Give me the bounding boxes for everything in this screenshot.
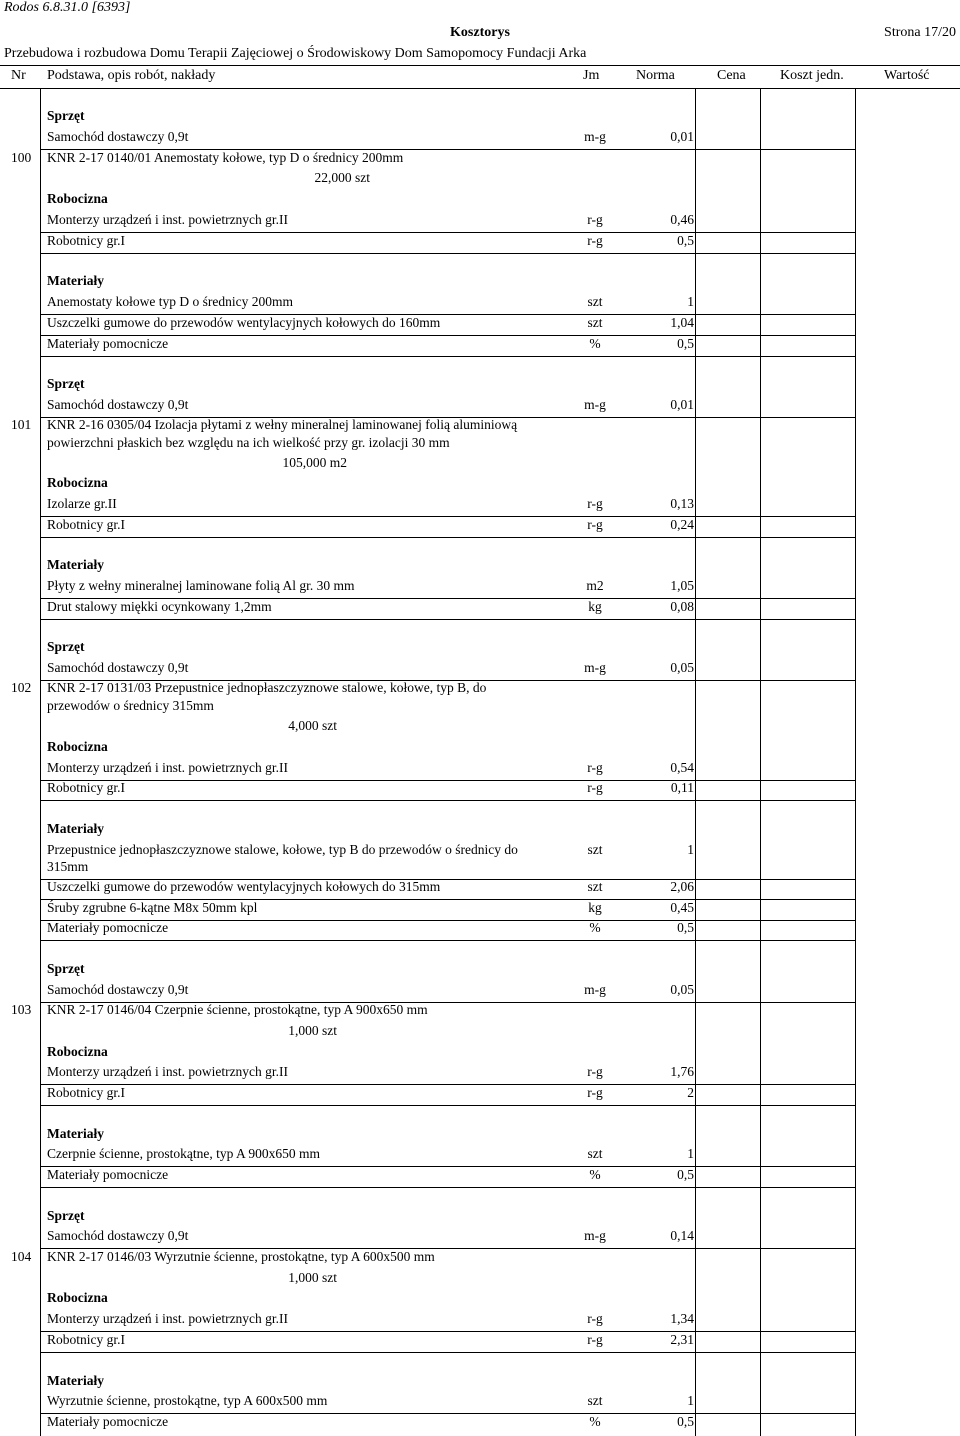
row-separator [40,516,855,517]
column-divider-unit-cost [855,88,856,1436]
column-divider-norm [695,88,696,1436]
resource-description: Izolarze gr.II [47,496,117,511]
resource-unit: szt [587,879,603,894]
column-header-price: Cena [717,68,746,83]
resource-norm: 1,04 [670,315,694,330]
section-heading: Robocizna [47,1044,108,1059]
resource-norm: 0,5 [677,920,694,935]
resource-norm: 1 [687,842,694,857]
resource-unit: % [589,336,601,351]
resource-norm: 1,34 [670,1311,694,1326]
resource-unit: r-g [587,517,603,532]
resource-norm: 1,05 [670,578,694,593]
resource-norm: 2,06 [670,879,694,894]
document-title: Kosztorys [450,25,510,40]
description-continuation: 315mm [47,859,89,874]
resource-unit: m-g [584,982,606,997]
position-description: KNR 2-16 0305/04 Izolacja płytami z wełny mineralnej laminowanej folią aluminiową [47,417,518,432]
resource-unit: r-g [587,212,603,227]
position-number: 102 [11,680,32,695]
resource-unit: r-g [587,496,603,511]
resource-description: Uszczelki gumowe do przewodów wentylacyjnych kołowych do 315mm [47,879,441,894]
project-name: Przebudowa i rozbudowa Domu Terapii Zajęciowej o Środowiskowy Dom Samopomocy Fundacji Arka [4,46,587,61]
section-heading: Sprzęt [47,639,85,654]
position-number: 101 [11,417,32,432]
position-quantity: 1,000 szt [288,1270,337,1285]
column-header-norm: Norma [636,68,675,83]
resource-unit: r-g [587,760,603,775]
header-top-line [0,65,960,66]
row-separator [40,253,855,254]
position-quantity: 22,000 szt [314,170,370,185]
section-heading: Materiały [47,273,104,288]
section-heading: Robocizna [47,1290,108,1305]
resource-norm: 0,08 [670,599,694,614]
resource-description: Śruby zgrubne 6-kątne M8x 50mm kpl [47,900,258,915]
resource-description: Anemostaty kołowe typ D o średnicy 200mm [47,294,293,309]
row-separator [40,780,855,781]
position-quantity: 1,000 szt [288,1023,337,1038]
description-continuation: powierzchni płaskich bez względu na ich wielkość przy gr. izolacji 30 mm [47,435,450,450]
header-bottom-line [0,88,960,89]
app-title: Rodos 6.8.31.0 [6393] [4,0,131,15]
resource-norm: 0,13 [670,496,694,511]
resource-description: Uszczelki gumowe do przewodów wentylacyjnych kołowych do 160mm [47,315,441,330]
section-heading: Sprzęt [47,961,85,976]
resource-unit: szt [587,842,603,857]
resource-description: Robotnicy gr.I [47,1085,125,1100]
resource-norm: 2,31 [670,1332,694,1347]
resource-description: Samochód dostawczy 0,9t [47,1228,189,1243]
description-continuation: przewodów o średnicy 315mm [47,698,214,713]
section-heading: Materiały [47,557,104,572]
column-header-basis: Podstawa, opis robót, nakłady [47,68,216,83]
row-separator [40,537,855,538]
resource-description: Czerpnie ścienne, prostokątne, typ A 900x650 mm [47,1146,320,1161]
resource-norm: 0,54 [670,760,694,775]
row-separator [40,232,855,233]
resource-description: Samochód dostawczy 0,9t [47,660,189,675]
resource-unit: szt [587,1393,603,1408]
position-description: KNR 2-17 0131/03 Przepustnice jednopłaszczyznowe stalowe, kołowe, typ B, do [47,680,487,695]
section-heading: Robocizna [47,191,108,206]
row-separator [40,619,855,620]
resource-unit: m-g [584,397,606,412]
position-description: KNR 2-17 0146/03 Wyrzutnie ścienne, prostokątne, typ A 600x500 mm [47,1249,435,1264]
row-separator [40,1105,855,1106]
position-description: KNR 2-17 0146/04 Czerpnie ścienne, prostokątne, typ A 900x650 mm [47,1002,428,1017]
resource-norm: 1 [687,1146,694,1161]
resource-description: Samochód dostawczy 0,9t [47,982,189,997]
resource-description: Robotnicy gr.I [47,233,125,248]
resource-unit: kg [588,900,602,915]
resource-unit: m-g [584,1228,606,1243]
resource-description: Robotnicy gr.I [47,780,125,795]
resource-norm: 0,5 [677,1414,694,1429]
resource-description: Materiały pomocnicze [47,336,169,351]
resource-norm: 1 [687,1393,694,1408]
resource-unit: m-g [584,129,606,144]
resource-description: Robotnicy gr.I [47,517,125,532]
resource-description: Monterzy urządzeń i inst. powietrznych gr.II [47,760,289,775]
resource-unit: r-g [587,1085,603,1100]
resource-norm: 0,05 [670,982,694,997]
resource-norm: 1,76 [670,1064,694,1079]
resource-norm: 0,01 [670,129,694,144]
resource-description: Materiały pomocnicze [47,1414,169,1429]
resource-unit: r-g [587,780,603,795]
row-separator [40,356,855,357]
resource-unit: m-g [584,660,606,675]
section-heading: Materiały [47,1126,104,1141]
column-divider-price [760,88,761,1436]
position-number: 104 [11,1249,32,1264]
resource-unit: szt [587,1146,603,1161]
resource-description: Samochód dostawczy 0,9t [47,397,189,412]
page-number: Strona 17/20 [884,25,956,40]
resource-unit: m2 [586,578,604,593]
resource-unit: r-g [587,1332,603,1347]
resource-norm: 0,46 [670,212,694,227]
resource-norm: 0,5 [677,336,694,351]
row-separator [40,1331,855,1332]
resource-norm: 2 [687,1085,694,1100]
resource-norm: 0,14 [670,1228,694,1243]
resource-norm: 0,45 [670,900,694,915]
resource-unit: r-g [587,233,603,248]
resource-description: Drut stalowy miękki ocynkowany 1,2mm [47,599,272,614]
section-heading: Robocizna [47,739,108,754]
section-heading: Sprzęt [47,1208,85,1223]
resource-unit: r-g [587,1064,603,1079]
position-number: 100 [11,150,32,165]
resource-norm: 0,01 [670,397,694,412]
column-header-value: Wartość [884,68,930,83]
resource-description: Monterzy urządzeń i inst. powietrznych gr.II [47,1064,289,1079]
column-header-nr: Nr [11,68,26,83]
resource-description: Samochód dostawczy 0,9t [47,129,189,144]
row-separator [40,1352,855,1353]
resource-norm: 0,11 [670,780,694,795]
section-heading: Sprzęt [47,376,85,391]
resource-norm: 0,5 [677,1167,694,1182]
position-number: 103 [11,1002,32,1017]
row-separator [40,940,855,941]
resource-description: Płyty z wełny mineralnej laminowane folią Al gr. 30 mm [47,578,355,593]
resource-description: Robotnicy gr.I [47,1332,125,1347]
position-quantity: 4,000 szt [288,718,337,733]
section-heading: Robocizna [47,475,108,490]
resource-description: Materiały pomocnicze [47,920,169,935]
section-heading: Sprzęt [47,108,85,123]
resource-unit: r-g [587,1311,603,1326]
resource-unit: szt [587,315,603,330]
resource-unit: % [589,920,601,935]
resource-description: Monterzy urządzeń i inst. powietrznych gr.II [47,212,289,227]
resource-description: Przepustnice jednopłaszczyznowe stalowe, kołowe, typ B do przewodów o średnicy do [47,842,518,857]
row-separator [40,1084,855,1085]
column-header-unit-cost: Koszt jedn. [780,68,844,83]
resource-description: Monterzy urządzeń i inst. powietrznych gr.II [47,1311,289,1326]
resource-norm: 0,5 [677,233,694,248]
resource-unit: kg [588,599,602,614]
resource-norm: 0,05 [670,660,694,675]
resource-norm: 1 [687,294,694,309]
section-heading: Materiały [47,1373,104,1388]
row-separator [40,1187,855,1188]
resource-unit: % [589,1167,601,1182]
resource-description: Materiały pomocnicze [47,1167,169,1182]
section-heading: Materiały [47,821,104,836]
resource-unit: % [589,1414,601,1429]
position-description: KNR 2-17 0140/01 Anemostaty kołowe, typ D o średnicy 200mm [47,150,404,165]
position-quantity: 105,000 m2 [282,455,347,470]
resource-unit: szt [587,294,603,309]
column-divider-nr [40,88,41,1436]
column-header-unit: Jm [583,68,600,83]
row-separator [40,800,855,801]
resource-norm: 0,24 [670,517,694,532]
resource-description: Wyrzutnie ścienne, prostokątne, typ A 600x500 mm [47,1393,328,1408]
